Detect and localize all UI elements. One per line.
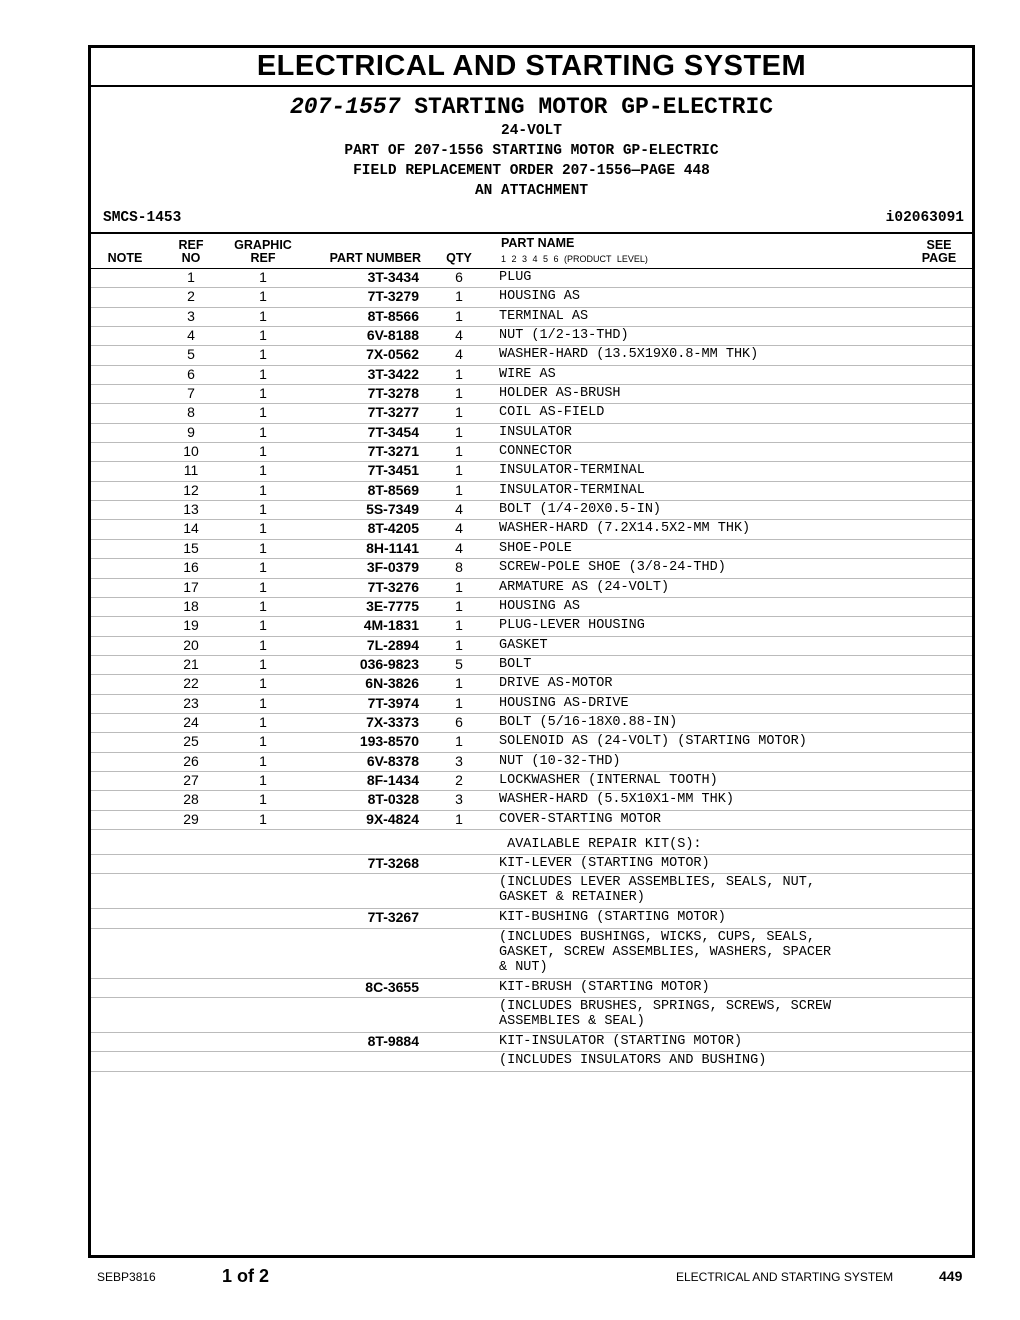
kit-part-number: 7T-3268 <box>367 854 419 871</box>
quantity: 1 <box>455 307 463 324</box>
kit-note: (INCLUDES INSULATORS AND BUSHING) <box>499 1053 767 1069</box>
graphic-ref: 1 <box>259 694 267 711</box>
table-row <box>91 616 972 635</box>
illustration-id: i02063091 <box>885 210 964 226</box>
quantity: 1 <box>455 597 463 614</box>
group-name: STARTING MOTOR GP-ELECTRIC <box>414 94 774 120</box>
part-name: ARMATURE AS (24-VOLT) <box>499 579 670 595</box>
quantity: 6 <box>455 713 463 730</box>
kit-note-row <box>91 997 972 1032</box>
graphic-ref: 1 <box>259 520 267 537</box>
group-number: 207-1557 <box>289 94 401 120</box>
ref-no: 21 <box>183 655 199 672</box>
table-row <box>91 461 972 480</box>
kit-row <box>91 978 972 997</box>
graphic-ref: 1 <box>259 307 267 324</box>
col-part-number: PART NUMBER <box>329 251 421 265</box>
part-number: 3T-3434 <box>367 269 419 285</box>
part-name: LOCKWASHER (INTERNAL TOOTH) <box>499 772 718 788</box>
col-qty: QTY <box>446 251 472 265</box>
part-name: PLUG-LEVER HOUSING <box>499 618 645 634</box>
ref-no: 7 <box>187 385 195 402</box>
part-number: 8T-0328 <box>367 791 419 808</box>
part-number: 7T-3454 <box>367 423 419 440</box>
kit-note: (INCLUDES BRUSHES, SPRINGS, SCREWS, SCREW ASSEMBLIES & SEAL) <box>499 999 832 1029</box>
kit-part-number: 8T-9884 <box>367 1033 419 1049</box>
graphic-ref: 1 <box>259 288 267 305</box>
part-name: INSULATOR-TERMINAL <box>499 463 645 479</box>
quantity: 1 <box>455 694 463 711</box>
quantity: 4 <box>455 539 463 556</box>
ref-no: 10 <box>183 443 199 460</box>
part-number: 193-8570 <box>359 733 419 750</box>
table-row <box>91 752 972 771</box>
col-ref-no-line1: REF <box>178 238 204 252</box>
quantity: 1 <box>455 404 463 421</box>
col-see-page-line2: PAGE <box>921 251 957 265</box>
part-name: COIL AS-FIELD <box>499 405 605 421</box>
table-row <box>91 694 972 713</box>
table-row <box>91 636 972 655</box>
graphic-ref: 1 <box>259 791 267 808</box>
ref-no: 17 <box>183 578 199 595</box>
graphic-ref: 1 <box>259 636 267 653</box>
kit-note: (INCLUDES BUSHINGS, WICKS, CUPS, SEALS, GASKET, SCREW ASSEMBLIES, WASHERS, SPACER & NUT) <box>499 929 832 975</box>
part-number: 3T-3422 <box>367 365 419 382</box>
part-name: BOLT (1/4-20X0.5-IN) <box>499 502 662 518</box>
ref-no: 16 <box>183 559 199 576</box>
kit-note-row <box>91 928 972 978</box>
part-number: 3E-7775 <box>366 597 419 614</box>
col-ref-no-line2: NO <box>181 251 201 265</box>
kit-row <box>91 908 972 927</box>
quantity: 4 <box>455 520 463 537</box>
graphic-ref: 1 <box>259 269 267 285</box>
part-name: SOLENOID AS (24-VOLT) (STARTING MOTOR) <box>499 734 807 750</box>
part-name: PLUG <box>499 270 532 285</box>
part-name: HOUSING AS-DRIVE <box>499 695 629 711</box>
table-row <box>91 442 972 461</box>
group-subtitle-2: PART OF 207-1556 STARTING MOTOR GP-ELECTRIC <box>344 143 719 159</box>
part-name: WASHER-HARD (5.5X10X1-MM THK) <box>499 792 734 808</box>
part-number: 8F-1434 <box>366 771 419 788</box>
quantity: 1 <box>455 365 463 382</box>
part-name: DRIVE AS-MOTOR <box>499 676 613 692</box>
graphic-ref: 1 <box>259 578 267 595</box>
ref-no: 29 <box>183 810 199 827</box>
quantity: 1 <box>455 733 463 750</box>
graphic-ref: 1 <box>259 423 267 440</box>
table-row <box>91 519 972 538</box>
part-number: 7X-0562 <box>366 346 419 363</box>
table-row <box>91 597 972 616</box>
quantity: 2 <box>455 771 463 788</box>
ref-no: 15 <box>183 539 199 556</box>
part-number: 7X-3373 <box>366 713 419 730</box>
col-see-page-line1: SEE <box>926 238 952 252</box>
col-product-level: 1 2 3 4 5 6 (PRODUCT LEVEL) <box>501 254 648 264</box>
table-row <box>91 674 972 693</box>
table-row <box>91 287 972 306</box>
part-number: 6V-8378 <box>366 752 419 769</box>
parts-table <box>91 268 972 1072</box>
part-number: 7T-3277 <box>367 404 419 421</box>
quantity: 4 <box>455 346 463 363</box>
quantity: 1 <box>455 617 463 634</box>
table-row <box>91 558 972 577</box>
quantity: 3 <box>455 791 463 808</box>
page-frame <box>88 45 975 1258</box>
graphic-ref: 1 <box>259 655 267 672</box>
graphic-ref: 1 <box>259 752 267 769</box>
ref-no: 12 <box>183 481 199 498</box>
ref-no: 22 <box>183 675 199 692</box>
table-row <box>91 539 972 558</box>
group-subtitle-4: AN ATTACHMENT <box>474 183 589 199</box>
part-name: TERMINAL AS <box>499 308 589 324</box>
part-number: 7T-3974 <box>367 694 419 711</box>
col-graphic-ref-line2: REF <box>250 251 276 265</box>
table-row <box>91 481 972 500</box>
table-row <box>91 384 972 403</box>
section-title: ELECTRICAL AND STARTING SYSTEM <box>91 48 972 87</box>
quantity: 1 <box>455 578 463 595</box>
part-number: 9X-4824 <box>366 810 419 827</box>
graphic-ref: 1 <box>259 539 267 556</box>
smcs-code: SMCS-1453 <box>103 210 182 226</box>
graphic-ref: 1 <box>259 346 267 363</box>
kit-name: KIT-BUSHING (STARTING MOTOR) <box>499 910 726 926</box>
part-name: NUT (10-32-THD) <box>499 753 621 769</box>
kit-note: (INCLUDES LEVER ASSEMBLIES, SEALS, NUT, GASKET & RETAINER) <box>499 875 815 906</box>
graphic-ref: 1 <box>259 771 267 788</box>
table-row <box>91 307 972 326</box>
footer-page-of: 1 of 2 <box>222 1266 270 1286</box>
graphic-ref: 1 <box>259 597 267 614</box>
footer-section: ELECTRICAL AND STARTING SYSTEM <box>676 1270 894 1284</box>
part-number: 8T-8569 <box>367 481 419 498</box>
ref-no: 4 <box>187 327 195 344</box>
graphic-ref: 1 <box>259 385 267 402</box>
col-graphic-ref-line1: GRAPHIC <box>234 238 292 252</box>
graphic-ref: 1 <box>259 327 267 344</box>
ref-no: 19 <box>183 617 199 634</box>
quantity: 5 <box>455 655 463 672</box>
ref-no: 14 <box>183 520 199 537</box>
ref-no: 24 <box>183 713 199 730</box>
quantity: 4 <box>455 327 463 344</box>
quantity: 6 <box>455 269 463 285</box>
part-name: BOLT (5/16-18X0.88-IN) <box>499 714 678 730</box>
part-number: 7T-3279 <box>367 288 419 305</box>
part-number: 8T-8566 <box>367 307 419 324</box>
quantity: 1 <box>455 385 463 402</box>
col-part-name: PART NAME <box>501 236 575 250</box>
part-name: GASKET <box>499 637 548 653</box>
part-number: 6N-3826 <box>365 675 419 692</box>
part-number: 5S-7349 <box>366 501 419 518</box>
graphic-ref: 1 <box>259 559 267 576</box>
header-divider <box>91 232 972 234</box>
graphic-ref: 1 <box>259 443 267 460</box>
part-name: NUT (1/2-13-THD) <box>499 328 629 344</box>
ref-no: 25 <box>183 733 199 750</box>
table-end-divider <box>91 1071 972 1072</box>
quantity: 1 <box>455 810 463 827</box>
table-row <box>91 790 972 809</box>
quantity: 1 <box>455 636 463 653</box>
part-name: SHOE-POLE <box>499 540 572 556</box>
table-row <box>91 365 972 384</box>
graphic-ref: 1 <box>259 481 267 498</box>
part-name: SCREW-POLE SHOE (3/8-24-THD) <box>499 560 726 576</box>
graphic-ref: 1 <box>259 462 267 479</box>
part-name: WIRE AS <box>499 366 556 382</box>
graphic-ref: 1 <box>259 617 267 634</box>
table-row <box>91 500 972 519</box>
quantity: 8 <box>455 559 463 576</box>
col-see-page <box>917 239 961 265</box>
ref-no: 26 <box>183 752 199 769</box>
ref-no: 5 <box>187 346 195 363</box>
kits-heading-row <box>91 829 972 854</box>
part-number: 7T-3278 <box>367 385 419 402</box>
graphic-ref: 1 <box>259 675 267 692</box>
part-name: BOLT <box>499 656 532 672</box>
table-row <box>91 268 972 287</box>
table-row <box>91 423 972 442</box>
kit-name: KIT-LEVER (STARTING MOTOR) <box>499 855 710 871</box>
ref-no: 1 <box>187 269 195 285</box>
ref-no: 13 <box>183 501 199 518</box>
footer-doc-id: SEBP3816 <box>97 1270 156 1284</box>
graphic-ref: 1 <box>259 404 267 421</box>
table-row <box>91 771 972 790</box>
part-number: 036-9823 <box>359 655 419 672</box>
ref-no: 9 <box>187 423 195 440</box>
kit-name: KIT-INSULATOR (STARTING MOTOR) <box>499 1034 743 1049</box>
ref-no: 18 <box>183 597 199 614</box>
part-number: 6V-8188 <box>366 327 419 344</box>
part-name: HOUSING AS <box>499 598 581 614</box>
ref-no: 28 <box>183 791 199 808</box>
table-row <box>91 655 972 674</box>
quantity: 1 <box>455 462 463 479</box>
kit-note-row <box>91 1051 972 1071</box>
graphic-ref: 1 <box>259 713 267 730</box>
kit-part-number: 7T-3267 <box>367 909 419 926</box>
quantity: 1 <box>455 443 463 460</box>
kit-part-number: 8C-3655 <box>365 978 419 995</box>
part-number: 8T-4205 <box>367 520 419 537</box>
ref-no: 6 <box>187 365 195 382</box>
quantity: 1 <box>455 481 463 498</box>
graphic-ref: 1 <box>259 365 267 382</box>
col-note: NOTE <box>107 251 143 265</box>
graphic-ref: 1 <box>259 501 267 518</box>
table-row <box>91 713 972 732</box>
kit-note-row <box>91 873 972 908</box>
ref-no: 27 <box>183 771 199 788</box>
footer-page-number: 449 <box>939 1268 963 1284</box>
kit-name: KIT-BRUSH (STARTING MOTOR) <box>499 979 710 995</box>
part-name: INSULATOR-TERMINAL <box>499 482 645 498</box>
table-row <box>91 403 972 422</box>
part-number: 3F-0379 <box>366 559 419 576</box>
part-name: WASHER-HARD (13.5X19X0.8-MM THK) <box>499 347 759 363</box>
kits-heading: AVAILABLE REPAIR KIT(S): <box>499 836 702 852</box>
part-name: INSULATOR <box>499 424 572 440</box>
ref-no: 2 <box>187 288 195 305</box>
part-number: 8H-1141 <box>366 539 419 556</box>
part-name: WASHER-HARD (7.2X14.5X2-MM THK) <box>499 521 751 537</box>
ref-no: 20 <box>183 636 199 653</box>
group-title <box>91 94 972 120</box>
part-name: COVER-STARTING MOTOR <box>499 811 662 827</box>
ref-no: 23 <box>183 694 199 711</box>
part-name: HOLDER AS-BRUSH <box>499 386 621 402</box>
quantity: 1 <box>455 675 463 692</box>
table-row <box>91 345 972 364</box>
quantity: 1 <box>455 423 463 440</box>
table-row <box>91 578 972 597</box>
ref-no: 11 <box>183 462 199 479</box>
graphic-ref: 1 <box>259 733 267 750</box>
table-row <box>91 326 972 345</box>
table-row <box>91 810 972 829</box>
part-number: 7T-3276 <box>367 578 419 595</box>
part-number: 7T-3451 <box>367 462 419 479</box>
kit-row <box>91 854 972 873</box>
part-name: CONNECTOR <box>499 444 572 460</box>
kit-row <box>91 1032 972 1051</box>
col-graphic-ref <box>231 239 295 265</box>
part-number: 7T-3271 <box>367 443 419 460</box>
table-row <box>91 732 972 751</box>
ref-no: 8 <box>187 404 195 421</box>
quantity: 1 <box>455 288 463 305</box>
group-subtitle-3: FIELD REPLACEMENT ORDER 207-1556—PAGE 448 <box>353 163 710 179</box>
part-number: 7L-2894 <box>366 636 419 653</box>
part-number: 4M-1831 <box>363 617 419 634</box>
part-name: HOUSING AS <box>499 289 581 305</box>
graphic-ref: 1 <box>259 810 267 827</box>
quantity: 3 <box>455 752 463 769</box>
ref-no: 3 <box>187 307 195 324</box>
group-subtitle-1: 24-VOLT <box>501 123 562 139</box>
col-ref-no <box>171 239 211 265</box>
quantity: 4 <box>455 501 463 518</box>
